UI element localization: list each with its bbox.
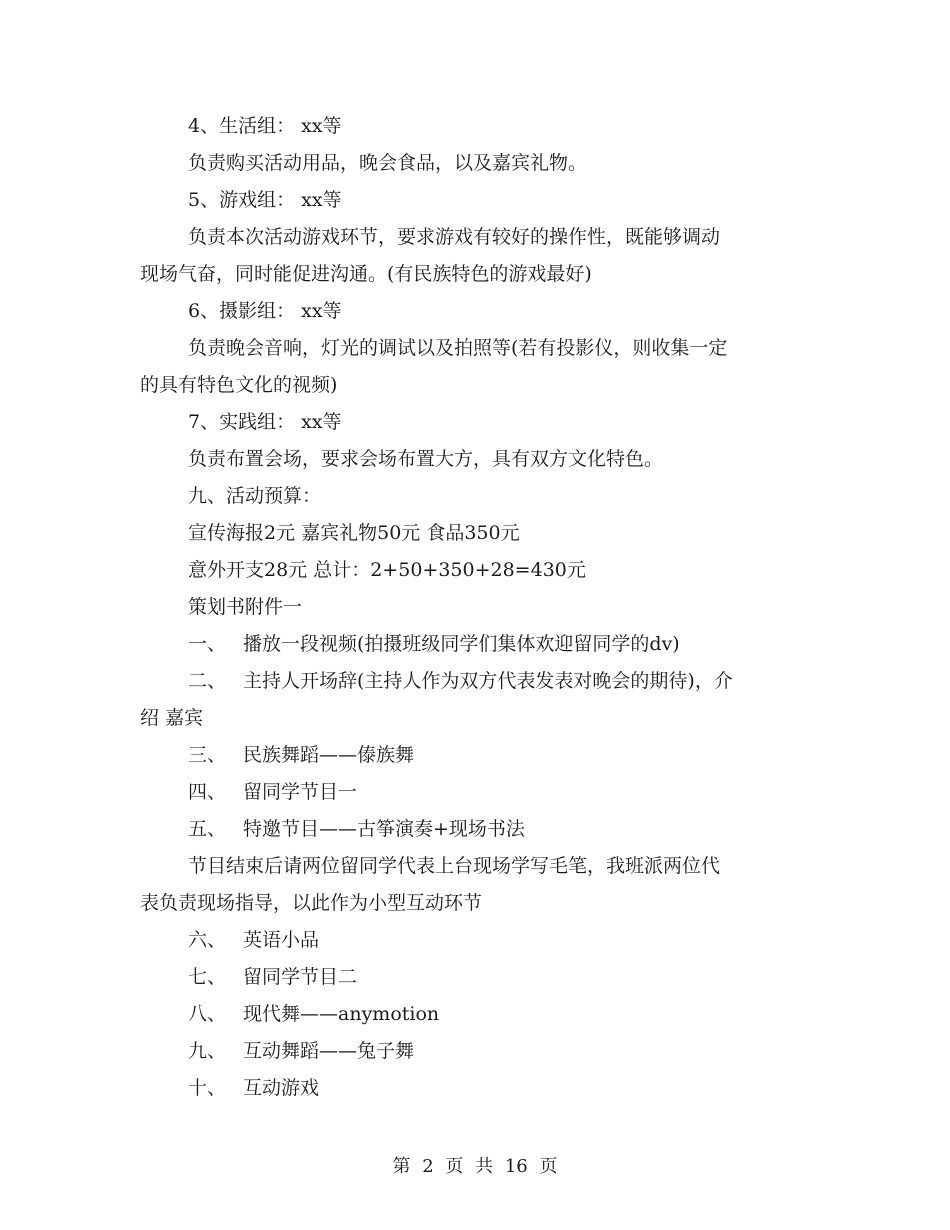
program-text: 英语小品 (243, 929, 320, 951)
program-number: 六、 (188, 929, 227, 951)
program-text: 民族舞蹈——傣族舞 (243, 744, 415, 766)
program-number: 九、 (188, 1040, 227, 1062)
text-line: 负责本次活动游戏环节，要求游戏有较好的操作性，既能够调动 (188, 226, 721, 248)
program-item (140, 774, 820, 811)
program-item (140, 959, 820, 996)
text-line: 现场气奋，同时能促进沟通。(有民族特色的游戏最好) (140, 263, 592, 285)
text-line: 5、游戏组： xx等 (188, 189, 342, 211)
section-heading: 九、活动预算： (188, 485, 322, 507)
program-item (140, 1070, 820, 1107)
program-number: 十、 (188, 1077, 227, 1099)
program-text: 互动游戏 (243, 1077, 320, 1099)
document-body (140, 108, 820, 1107)
program-text: 留同学节目二 (243, 966, 358, 988)
program-item (140, 737, 820, 774)
appendix-heading: 策划书附件一 (188, 596, 303, 618)
program-item (140, 922, 820, 959)
program-item (140, 1033, 820, 1070)
text-line: 7、实践组： xx等 (188, 411, 342, 433)
program-text-continued: 绍 嘉宾 (140, 707, 204, 729)
program-number: 七、 (188, 966, 227, 988)
program-item (140, 663, 820, 700)
program-text: 主持人开场辞(主持人作为双方代表发表对晚会的期待)，介 (243, 670, 733, 692)
program-number: 八、 (188, 1003, 227, 1025)
program-number: 五、 (188, 818, 227, 840)
page-number-footer: 第 2 页 共 16 页 (392, 1156, 558, 1177)
program-text: 播放一段视频(拍摄班级同学们集体欢迎留同学的dv) (243, 633, 680, 655)
program-item (140, 996, 820, 1033)
program-text: 留同学节目一 (243, 781, 358, 803)
program-item (140, 626, 820, 663)
program-number: 一、 (188, 633, 227, 655)
note-line: 表负责现场指导，以此作为小型互动环节 (140, 892, 483, 914)
text-line: 6、摄影组： xx等 (188, 300, 342, 322)
text-line: 负责布置会场，要求会场布置大方，具有双方文化特色。 (188, 448, 664, 470)
program-number: 二、 (188, 670, 227, 692)
budget-line: 宣传海报2元 嘉宾礼物50元 食品350元 (188, 522, 520, 544)
text-line: 4、生活组： xx等 (188, 115, 342, 137)
text-line: 的具有特色文化的视频) (140, 374, 338, 396)
program-number: 三、 (188, 744, 227, 766)
text-line: 负责晚会音响，灯光的调试以及拍照等(若有投影仪，则收集一定 (188, 337, 728, 359)
program-number: 四、 (188, 781, 227, 803)
program-text: 互动舞蹈——兔子舞 (243, 1040, 415, 1062)
budget-line: 意外开支28元 总计：2+50+350+28=430元 (188, 559, 586, 581)
program-text: 特邀节目——古筝演奏+现场书法 (243, 818, 525, 840)
note-line: 节目结束后请两位留同学代表上台现场学写毛笔，我班派两位代 (188, 855, 721, 877)
text-line: 负责购买活动用品，晚会食品，以及嘉宾礼物。 (188, 152, 588, 174)
program-text: 现代舞——anymotion (243, 1003, 440, 1025)
program-item (140, 811, 820, 848)
